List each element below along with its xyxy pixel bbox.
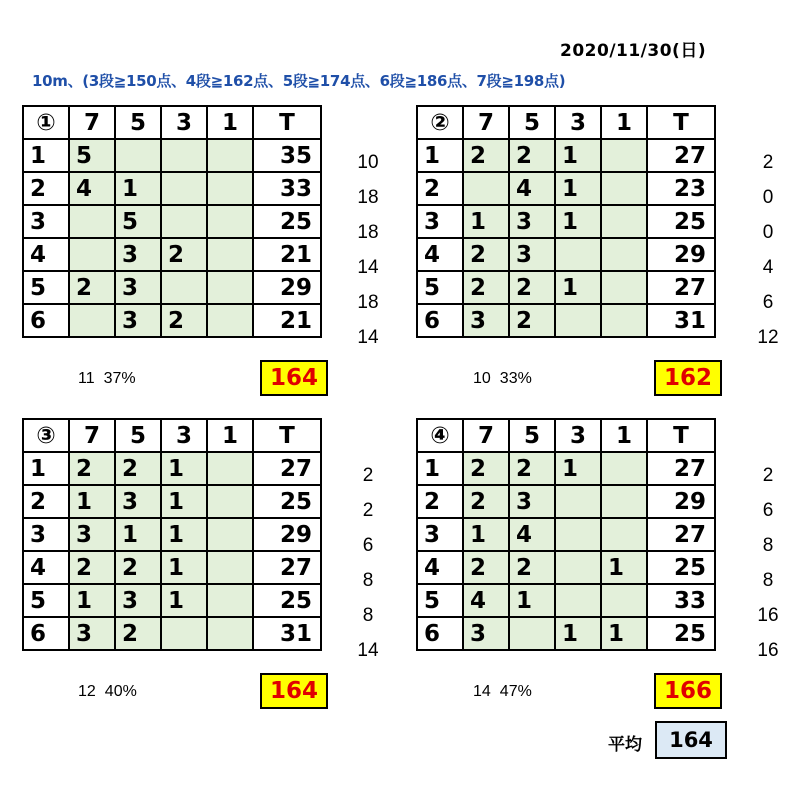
stats-2	[473, 370, 541, 388]
score-cell: 2	[115, 452, 161, 485]
table-row	[23, 617, 321, 650]
table-row	[23, 205, 321, 238]
score-cell: 1	[601, 617, 647, 650]
column-header: 7	[463, 419, 509, 452]
score-table-4	[416, 418, 716, 651]
side-value: 8	[362, 605, 374, 626]
column-header: T	[253, 106, 321, 139]
row-total: 21	[253, 304, 321, 337]
score-cell: 3	[463, 617, 509, 650]
column-header: 7	[463, 106, 509, 139]
score-cell	[601, 271, 647, 304]
side-value: 18	[357, 187, 379, 208]
score-cell	[463, 172, 509, 205]
side-value: 0	[762, 222, 774, 243]
hit-count: 10	[473, 370, 491, 387]
score-cell	[601, 205, 647, 238]
side-value: 12	[757, 327, 779, 348]
score-cell	[601, 518, 647, 551]
score-cell: 3	[509, 205, 555, 238]
side-value: 8	[762, 535, 774, 556]
stats-4	[473, 683, 541, 701]
score-cell: 3	[115, 271, 161, 304]
score-cell: 2	[509, 452, 555, 485]
table-label: ③	[23, 419, 69, 452]
header-row	[23, 419, 321, 452]
score-cell: 2	[115, 551, 161, 584]
header-row	[417, 419, 715, 452]
row-total: 23	[647, 172, 715, 205]
table-row	[23, 139, 321, 172]
column-header: 5	[115, 106, 161, 139]
column-header: 5	[115, 419, 161, 452]
row-total: 29	[253, 518, 321, 551]
column-header: 5	[509, 419, 555, 452]
column-header: 3	[161, 106, 207, 139]
side-value: 14	[357, 257, 379, 278]
score-cell: 2	[463, 551, 509, 584]
stats-1	[78, 370, 145, 388]
side-value: 14	[357, 640, 379, 661]
score-cell: 1	[555, 617, 601, 650]
row-number: 1	[417, 452, 463, 485]
total-score-1: 164	[260, 360, 328, 396]
score-cell: 1	[69, 485, 115, 518]
side-value: 2	[362, 500, 374, 521]
hit-percent: 33%	[499, 370, 532, 387]
table-row	[417, 139, 715, 172]
score-cell: 1	[161, 518, 207, 551]
score-cell: 2	[161, 304, 207, 337]
row-number: 5	[417, 271, 463, 304]
row-number: 1	[23, 452, 69, 485]
row-number: 4	[23, 238, 69, 271]
score-table-3	[22, 418, 322, 651]
score-cell: 1	[161, 551, 207, 584]
row-number: 3	[417, 205, 463, 238]
score-cell: 3	[115, 238, 161, 271]
score-cell: 1	[161, 452, 207, 485]
score-cell: 1	[555, 172, 601, 205]
column-header: 1	[207, 106, 253, 139]
table-label: ②	[417, 106, 463, 139]
row-total: 21	[253, 238, 321, 271]
row-total: 33	[647, 584, 715, 617]
table-row	[23, 452, 321, 485]
score-cell: 1	[463, 518, 509, 551]
hit-percent: 37%	[103, 370, 136, 387]
row-total: 31	[647, 304, 715, 337]
column-header: T	[253, 419, 321, 452]
score-cell	[207, 617, 253, 650]
table-row	[23, 304, 321, 337]
hit-percent: 47%	[499, 683, 532, 700]
side-value: 0	[762, 187, 774, 208]
score-cell: 3	[115, 304, 161, 337]
score-cell	[69, 304, 115, 337]
side-value: 2	[762, 152, 774, 173]
row-number: 4	[417, 238, 463, 271]
row-total: 31	[253, 617, 321, 650]
score-cell: 5	[69, 139, 115, 172]
score-cell: 3	[115, 485, 161, 518]
side-value: 16	[757, 605, 779, 626]
score-cell: 4	[463, 584, 509, 617]
score-cell	[601, 304, 647, 337]
criteria-text: 10m、(3段≧150点、4段≧162点、5段≧174点、6段≧186点、7段≧198点)	[32, 72, 566, 90]
row-number: 1	[23, 139, 69, 172]
row-number: 2	[23, 172, 69, 205]
score-cell: 2	[69, 452, 115, 485]
date-label: 2020/11/30(日)	[560, 41, 707, 61]
score-cell	[207, 452, 253, 485]
table-row	[417, 452, 715, 485]
score-cell	[509, 617, 555, 650]
side-value: 10	[357, 152, 379, 173]
score-cell: 2	[161, 238, 207, 271]
table-row	[417, 205, 715, 238]
score-cell: 2	[463, 452, 509, 485]
table-label: ④	[417, 419, 463, 452]
side-value: 8	[362, 570, 374, 591]
total-score-4: 166	[654, 673, 722, 709]
side-value: 6	[362, 535, 374, 556]
score-cell: 2	[509, 551, 555, 584]
average-value: 164	[655, 721, 727, 759]
side-values-2	[748, 145, 788, 355]
side-value: 8	[762, 570, 774, 591]
row-total: 25	[253, 485, 321, 518]
score-cell	[207, 304, 253, 337]
column-header: T	[647, 106, 715, 139]
row-number: 3	[23, 205, 69, 238]
score-cell: 2	[69, 271, 115, 304]
score-cell	[161, 271, 207, 304]
score-cell	[601, 485, 647, 518]
table-row	[23, 238, 321, 271]
row-total: 25	[647, 551, 715, 584]
score-cell: 3	[509, 485, 555, 518]
row-number: 6	[417, 617, 463, 650]
score-cell: 2	[463, 139, 509, 172]
table-row	[23, 485, 321, 518]
table-row	[23, 518, 321, 551]
score-cell: 1	[555, 139, 601, 172]
score-cell	[555, 485, 601, 518]
row-total: 25	[253, 584, 321, 617]
table-row	[417, 551, 715, 584]
score-cell: 5	[115, 205, 161, 238]
column-header: 7	[69, 419, 115, 452]
hit-percent: 40%	[104, 683, 137, 700]
table-row	[23, 551, 321, 584]
table-row	[417, 518, 715, 551]
score-cell: 4	[69, 172, 115, 205]
column-header: T	[647, 419, 715, 452]
score-cell: 2	[115, 617, 161, 650]
score-cell	[161, 617, 207, 650]
score-cell	[207, 238, 253, 271]
column-header: 1	[601, 106, 647, 139]
hit-count: 11	[78, 370, 95, 387]
score-cell	[207, 139, 253, 172]
score-cell: 1	[161, 584, 207, 617]
row-number: 5	[23, 271, 69, 304]
score-cell	[115, 139, 161, 172]
score-cell: 2	[509, 139, 555, 172]
score-cell	[601, 584, 647, 617]
row-total: 27	[647, 518, 715, 551]
row-total: 27	[253, 452, 321, 485]
table-row	[23, 271, 321, 304]
side-values-4	[748, 458, 788, 668]
row-total: 27	[647, 139, 715, 172]
score-cell: 2	[509, 271, 555, 304]
score-cell	[555, 238, 601, 271]
table-label: ①	[23, 106, 69, 139]
side-value: 18	[357, 222, 379, 243]
total-score-2: 162	[654, 360, 722, 396]
score-cell: 2	[69, 551, 115, 584]
score-cell: 4	[509, 172, 555, 205]
side-value: 4	[762, 257, 774, 278]
score-cell: 1	[115, 518, 161, 551]
table-row	[417, 617, 715, 650]
score-cell	[601, 139, 647, 172]
table-row	[417, 172, 715, 205]
row-number: 2	[417, 172, 463, 205]
table-row	[417, 304, 715, 337]
row-number: 3	[417, 518, 463, 551]
table-row	[417, 584, 715, 617]
score-cell: 1	[509, 584, 555, 617]
score-cell	[555, 584, 601, 617]
row-number: 6	[417, 304, 463, 337]
row-total: 27	[647, 271, 715, 304]
score-cell: 3	[115, 584, 161, 617]
score-cell	[601, 238, 647, 271]
row-total: 29	[253, 271, 321, 304]
score-cell: 1	[463, 205, 509, 238]
score-cell	[555, 304, 601, 337]
hit-count: 14	[473, 683, 491, 700]
row-total: 25	[253, 205, 321, 238]
side-value: 2	[762, 465, 774, 486]
score-cell	[555, 551, 601, 584]
row-total: 29	[647, 238, 715, 271]
score-cell: 1	[69, 584, 115, 617]
score-cell: 1	[555, 205, 601, 238]
score-cell: 3	[463, 304, 509, 337]
average-label: 平均	[608, 735, 642, 755]
header-row	[23, 106, 321, 139]
header-row	[417, 106, 715, 139]
side-value: 6	[762, 292, 774, 313]
column-header: 3	[161, 419, 207, 452]
side-value: 16	[757, 640, 779, 661]
table-row	[23, 584, 321, 617]
side-values-3	[348, 458, 388, 668]
row-number: 2	[23, 485, 69, 518]
total-score-3: 164	[260, 673, 328, 709]
row-total: 27	[253, 551, 321, 584]
row-number: 4	[417, 551, 463, 584]
row-number: 4	[23, 551, 69, 584]
score-table-1	[22, 105, 322, 338]
score-cell: 2	[463, 238, 509, 271]
score-cell: 2	[463, 271, 509, 304]
stats-3	[78, 683, 146, 701]
score-cell: 1	[555, 452, 601, 485]
score-cell: 2	[463, 485, 509, 518]
score-cell	[207, 485, 253, 518]
score-cell: 3	[69, 518, 115, 551]
hit-count: 12	[78, 683, 96, 700]
row-total: 29	[647, 485, 715, 518]
row-number: 5	[23, 584, 69, 617]
column-header: 1	[601, 419, 647, 452]
row-total: 27	[647, 452, 715, 485]
score-cell	[69, 238, 115, 271]
score-cell: 3	[69, 617, 115, 650]
side-values-1	[348, 145, 388, 355]
row-total: 35	[253, 139, 321, 172]
row-number: 2	[417, 485, 463, 518]
score-cell	[207, 584, 253, 617]
score-cell: 3	[509, 238, 555, 271]
row-number: 6	[23, 304, 69, 337]
row-number: 3	[23, 518, 69, 551]
row-number: 6	[23, 617, 69, 650]
score-cell	[207, 271, 253, 304]
score-cell	[161, 205, 207, 238]
side-value: 2	[362, 465, 374, 486]
column-header: 3	[555, 419, 601, 452]
score-cell: 1	[555, 271, 601, 304]
column-header: 1	[207, 419, 253, 452]
score-cell	[207, 518, 253, 551]
score-cell: 1	[601, 551, 647, 584]
side-value: 6	[762, 500, 774, 521]
score-cell: 1	[161, 485, 207, 518]
column-header: 7	[69, 106, 115, 139]
column-header: 3	[555, 106, 601, 139]
table-row	[417, 238, 715, 271]
row-total: 33	[253, 172, 321, 205]
row-number: 1	[417, 139, 463, 172]
score-cell	[601, 452, 647, 485]
score-cell	[207, 205, 253, 238]
side-value: 18	[357, 292, 379, 313]
row-total: 25	[647, 205, 715, 238]
table-row	[23, 172, 321, 205]
score-cell	[207, 172, 253, 205]
score-table-2	[416, 105, 716, 338]
score-cell	[555, 518, 601, 551]
score-cell: 1	[115, 172, 161, 205]
score-cell	[601, 172, 647, 205]
table-row	[417, 485, 715, 518]
column-header: 5	[509, 106, 555, 139]
row-number: 5	[417, 584, 463, 617]
row-total: 25	[647, 617, 715, 650]
score-cell: 2	[509, 304, 555, 337]
score-cell	[161, 139, 207, 172]
score-cell	[161, 172, 207, 205]
score-cell	[207, 551, 253, 584]
score-cell	[69, 205, 115, 238]
table-row	[417, 271, 715, 304]
side-value: 14	[357, 327, 379, 348]
score-cell: 4	[509, 518, 555, 551]
